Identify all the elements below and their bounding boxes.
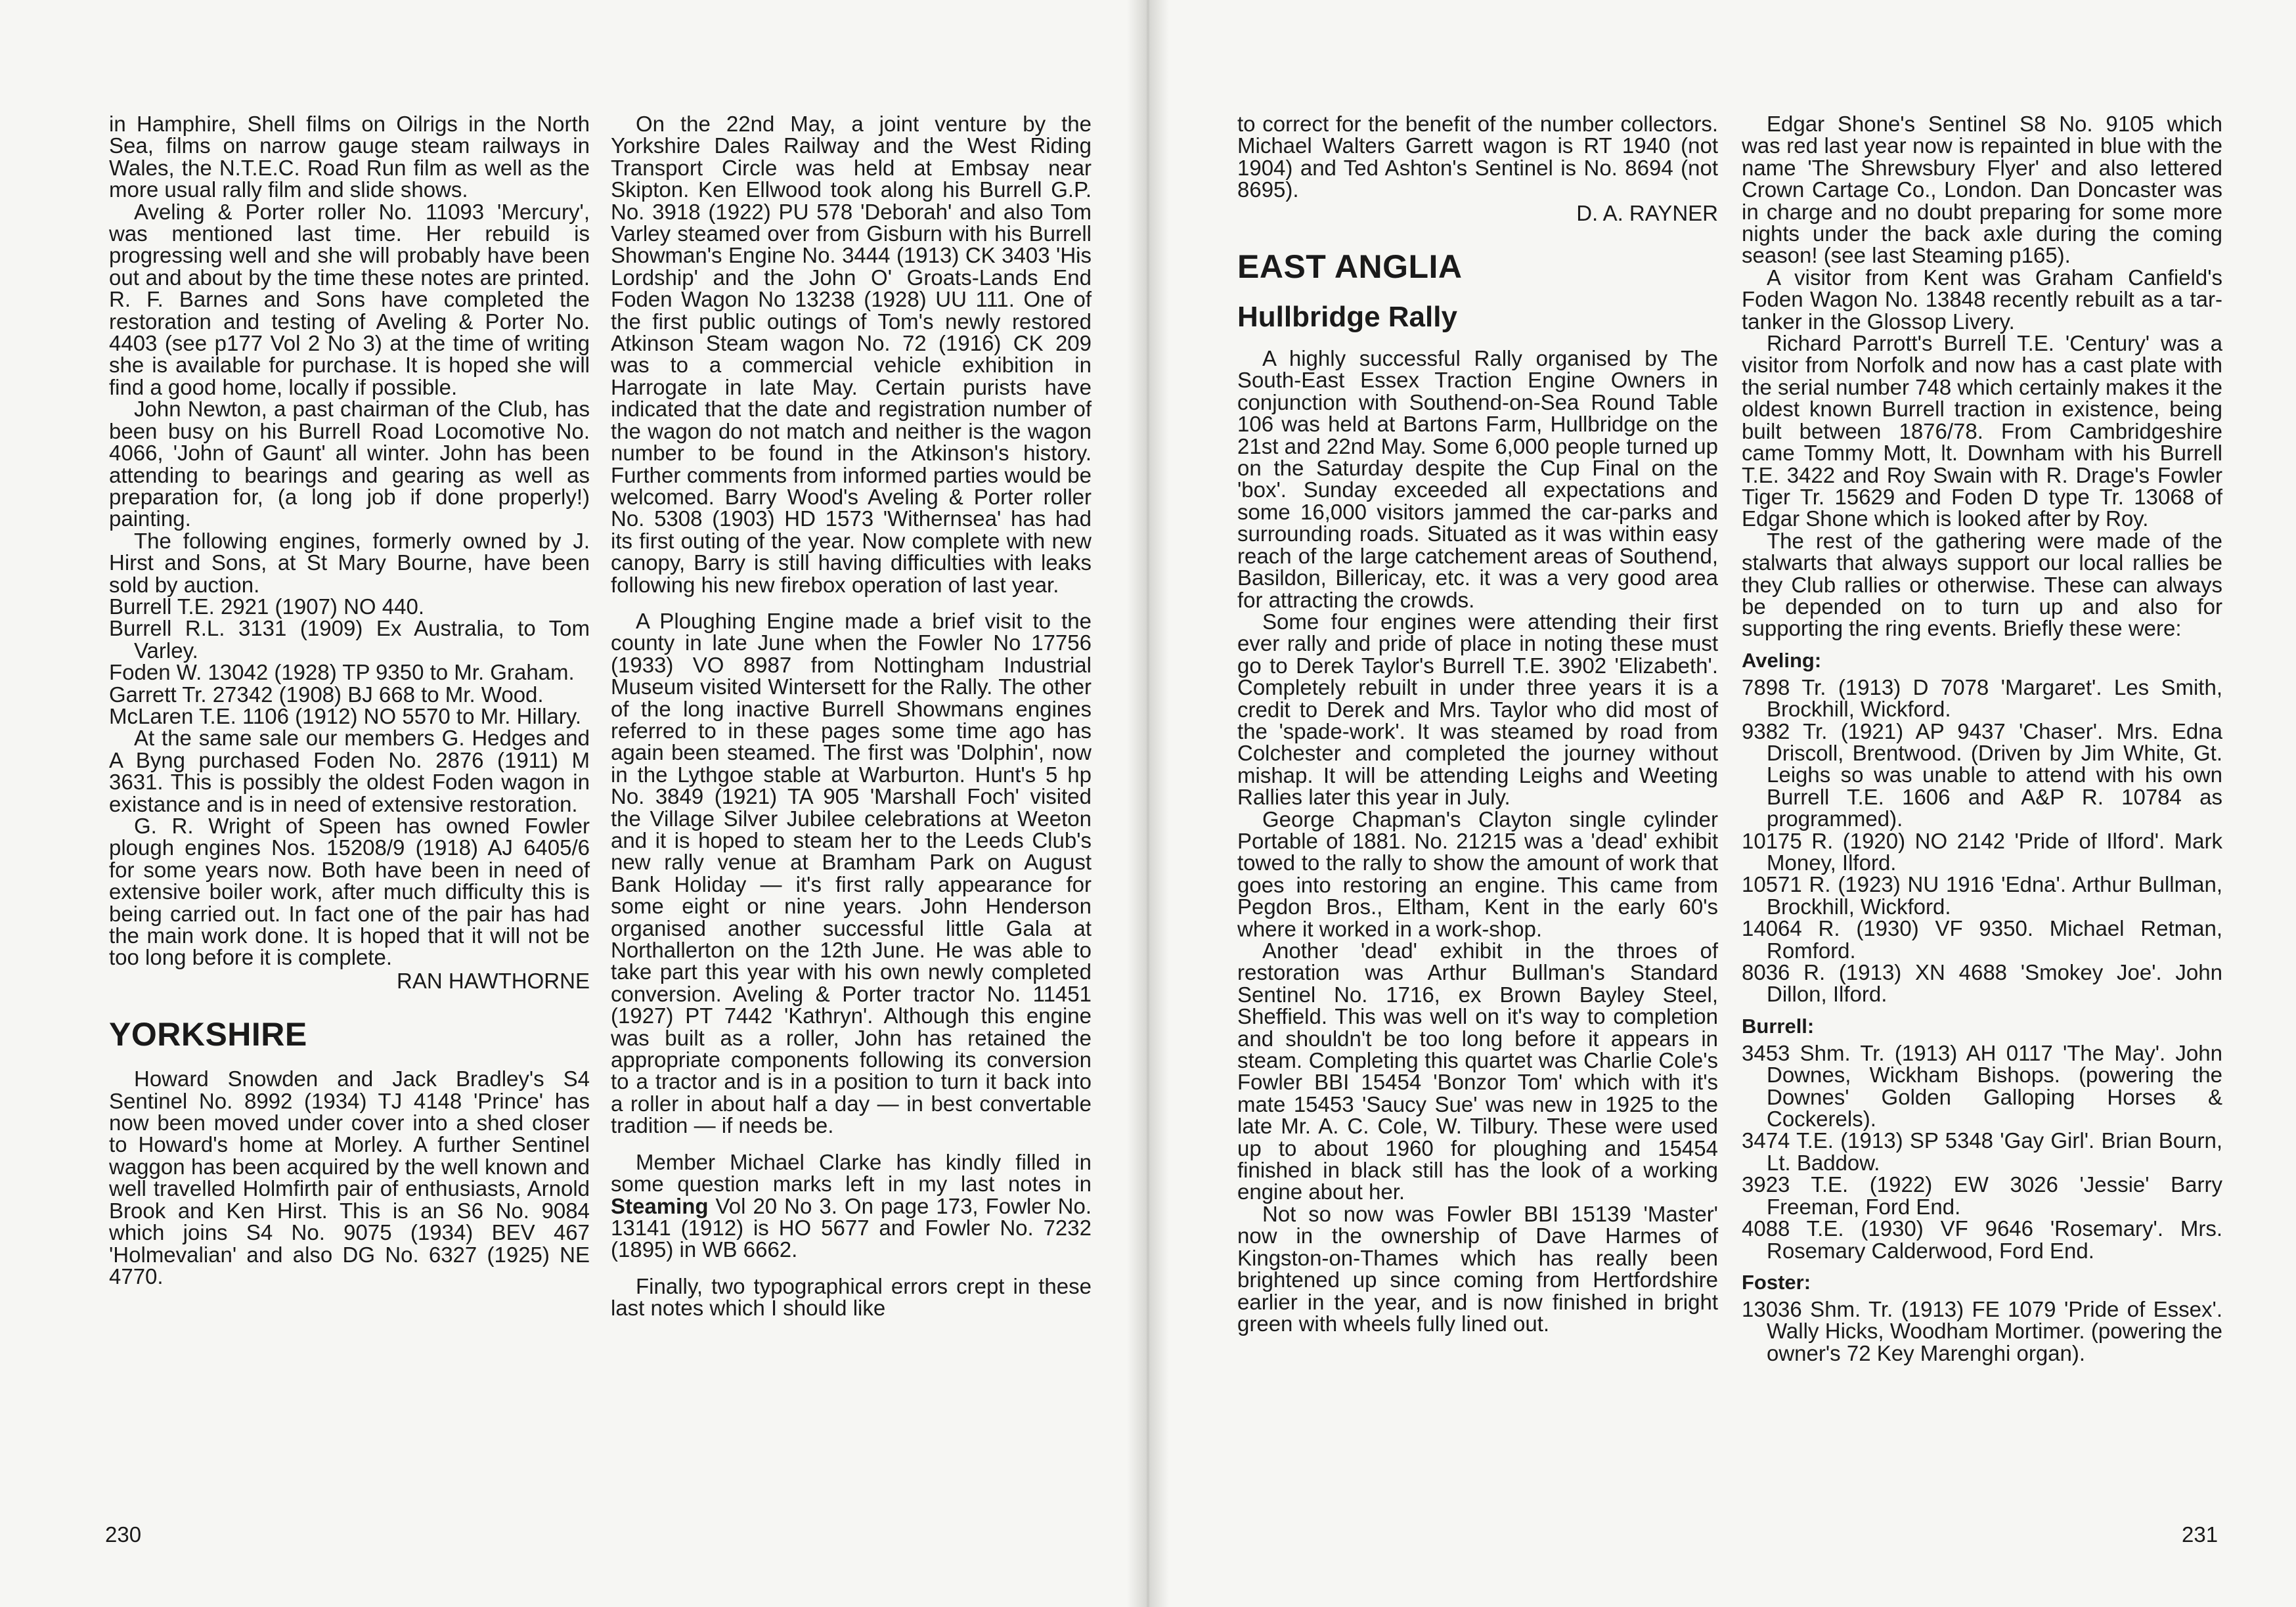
list-item: 13036 Shm. Tr. (1913) FE 1079 'Pride of Essex'. Wally Hicks, Woodham Mortimer. (powering the owner's 72 Key Marenghi organ). <box>1742 1296 2222 1365</box>
list-item: 8036 R. (1913) XN 4688 'Smokey Joe'. John Dillon, Ilford. <box>1742 960 2222 1007</box>
left-page-column-2 <box>611 113 1092 1319</box>
paragraph <box>611 1151 1092 1261</box>
paragraph-text: Member Michael Clarke has kindly filled in some question marks left in my last notes in <box>611 1149 1092 1197</box>
list-item: 3923 T.E. (1922) EW 3026 'Jessie' Barry Freeman, Ford End. <box>1742 1172 2222 1219</box>
paragraph: The following engines, formerly owned by J. Hirst and Sons, at St Mary Bourne, have been sold by auction. <box>109 528 590 597</box>
paragraph: A Ploughing Engine made a brief visit to the county in late June when the Fowler No 17756 (1933) VO 8987 from Nottingham Industrial Museum visited Wintersett for the Rally. The other of the long inactive Burrell Showmans engines referred to in these pages some time ago has again been steamed. The first was 'Dolphin', now in the Lythgoe stable at Warburton. Hunt's 5 hp No. 3849 (1921) TA 905 'Marshall Foch' visited the Village Silver Jubilee celebrations at Weeton and it is hoped to steam her to the Leeds Club's new rally venue at Bramham Park on August Bank Holiday — it's first rally appearance for some eight or nine years. John Henderson organised another successful little Gala at Northallerton on the 12th June. He was able to take part this year with his own newly completed conversion. Aveling & Porter tractor No. 11451 (1927) PT 7442 'Kathryn'. Although this engine was built as a roller, John has retained the appropriate components following its conversion to a tractor and is in a position to turn it back into a roller in about half a day — in best convertable tradition — if needs be. <box>611 608 1092 1138</box>
list-heading-aveling: Aveling: <box>1742 648 1822 672</box>
paragraph: The rest of the gathering were made of the stalwarts that always support our local rallies be they Club rallies or otherwise. These can always be depended on to turn up and also for supporting the ring events. Briefly these were: <box>1742 528 2222 641</box>
paragraph: Howard Snowden and Jack Bradley's S4 Sentinel No. 8992 (1934) TJ 4148 'Prince' has now been moved under cover into a shed closer to Howard's home at Morley. A further Sentinel waggon has been acquired by the well known and well travelled Holmfirth pair of enthusiasts, Arnold Brook and Ken Hirst. This is an S6 No. 9084 which joins S4 No. 9075 (1934) BEV 467 'Holmevalian' and also DG No. 6327 (1925) NE 4770. <box>109 1067 590 1288</box>
magazine-title: Steaming <box>611 1193 709 1218</box>
author-signature: D. A. RAYNER <box>1576 200 1718 225</box>
list-item: 3474 T.E. (1913) SP 5348 'Gay Girl'. Brian Bourn, Lt. Baddow. <box>1742 1128 2222 1175</box>
paragraph: G. R. Wright of Speen has owned Fowler plough engines Nos. 15208/9 (1918) AJ 6405/6 for some years now. Both have been in need of extensive boiler work, after much difficulty this is being carried out. In fact one of the pair has had the main work done. It is hoped that it will not be too long before it is complete. <box>109 814 590 970</box>
book-gutter <box>1127 0 1169 1607</box>
list-item: McLaren T.E. 1106 (1912) NO 5570 to Mr. Hillary. <box>109 703 581 728</box>
list-item: 4088 T.E. (1930) VF 9646 'Rosemary'. Mrs. Rosemary Calderwood, Ford End. <box>1742 1216 2222 1263</box>
paragraph: A visitor from Kent was Graham Canfield's Foden Wagon No. 13848 recently rebuilt as a tar-tanker in the Glossop Livery. <box>1742 265 2222 334</box>
paragraph: Another 'dead' exhibit in the throes of restoration was Arthur Bullman's Standard Sentinel No. 1716, ex Brown Bayley Steel, Sheffield. This was well on it's way to completion and shouldn't be too long before it appears in steam. Completing this quartet was Charlie Cole's Fowler BBI 15454 'Bonzor Tom' which with it's mate 15453 'Saucy Sue' was new in 1925 to the late Mr. A. C. Cole, W. Tilbury. These were used up to about 1960 for ploughing and 15454 finished in black still has the look of a working engine about her. <box>1237 938 1718 1204</box>
list-heading-burrell: Burrell: <box>1742 1014 1815 1038</box>
list-item: Garrett Tr. 27342 (1908) BJ 668 to Mr. Wood. <box>109 682 544 707</box>
right-page-column-1 <box>1237 113 1718 1334</box>
paragraph: to correct for the benefit of the number collectors. Michael Walters Garrett wagon is RT 1940 (not 1904) and Ted Ashton's Sentinel is No. 8694 (not 8695). <box>1237 112 1718 202</box>
list-item: Burrell T.E. 2921 (1907) NO 440. <box>109 594 424 619</box>
paragraph: George Chapman's Clayton single cylinder Portable of 1881. No. 21215 was a 'dead' exhibit towed to the rally to show the amount of work that goes into restoring an engine. This came from Pegdon Bros., Eltham, Kent in the early 60's where it worked in a work-shop. <box>1237 806 1718 941</box>
section-heading-east-anglia: EAST ANGLIA <box>1237 248 1463 286</box>
page-number-right: 231 <box>2182 1522 2219 1547</box>
paragraph: Some four engines were attending their first ever rally and pride of place in noting these must go to Derek Taylor's Burrell T.E. 3902 'Elizabeth'. Completely rebuilt in under three years it is a credit to Derek and Mrs. Taylor who did most of the 'spade-work'. It was steamed by road from Colchester and completed the journey without mishap. It will be attending Leighs and Weeting Rallies later this year in July. <box>1237 609 1718 810</box>
paragraph: A highly successful Rally organised by The South-East Essex Traction Engine Owners in conjunction with Southend-on-Sea Round Table 106 was held at Bartons Farm, Hullbridge on the 21st and 22nd May. Some 6,000 people turned up on the Saturday despite the Cup Final on the 'box'. Sunday exceeded all expectations and some 16,000 visitors jammed the car-parks and surrounding roads. Situated as it was within easy reach of the large catchement areas of Southend, Basildon, Billericay, etc. it was a very good area for attracting the crowds. <box>1237 346 1718 612</box>
paragraph: Richard Parrott's Burrell T.E. 'Century' was a visitor from Norfolk and now has a cast plate with the serial number 748 which certainly makes it the oldest known Burrell traction in existence, being built between 1876/78. From Cambridgeshire came Tommy Mott, lt. Downham with his Burrell T.E. 3422 and Roy Swain with R. Drage's Fowler Tiger Tr. 15629 and Foden D type Tr. 13068 of Edgar Shone which is looked after by Roy. <box>1742 331 2222 531</box>
right-page <box>1148 0 2296 1607</box>
subheading-hullbridge-rally: Hullbridge Rally <box>1237 301 1457 334</box>
list-item: 7898 Tr. (1913) D 7078 'Margaret'. Les Smith, Brockhill, Wickford. <box>1742 674 2222 722</box>
paragraph: John Newton, a past chairman of the Club, has been busy on his Burrell Road Locomotive No. 4066, 'John of Gaunt' all winter. John has been attending to bearings and gearing as well as preparation for, (a long job if done properly!) painting. <box>109 397 590 531</box>
list-item: 3453 Shm. Tr. (1913) AH 0117 'The May'. John Downes, Wickham Bishops. (powering the Downes' Golden Galloping Horses & Cockerels). <box>1742 1040 2222 1132</box>
left-page-column-1 <box>109 113 590 1287</box>
right-page-column-2 <box>1742 113 2222 1364</box>
paragraph: Not so now was Fowler BBI 15139 'Master' now in the ownership of Dave Harmes of Kingston-on-Thames which has really been brightened up since coming from Hertfordshire earlier in the year, and is now finished in bright green with wheels fully lined out. <box>1237 1201 1718 1336</box>
paragraph: Aveling & Porter roller No. 11093 'Mercury', was mentioned last time. Her rebuild is progressing well and she will probably have been out and about by the time these notes are printed. R. F. Barnes and Sons have completed the restoration and testing of Aveling & Porter No. 4403 (see p177 Vol 2 No 3) at the time of writing she is available for purchase. It is hoped she will find a good home, locally if possible. <box>109 199 590 399</box>
list-item: 10175 R. (1920) NO 2142 'Pride of Ilford'. Mark Money, Ilford. <box>1742 828 2222 875</box>
author-signature: RAN HAWTHORNE <box>397 968 590 993</box>
list-item: 14064 R. (1930) VF 9350. Michael Retman, Romford. <box>1742 916 2222 963</box>
paragraph: Finally, two typographical errors crept in these last notes which I should like <box>611 1273 1092 1321</box>
list-item: Foden W. 13042 (1928) TP 9350 to Mr. Graham. <box>109 660 575 685</box>
paragraph: On the 22nd May, a joint venture by the Yorkshire Dales Railway and the West Riding Transport Circle was held at Embsay near Skipton. Ken Ellwood took along his Burrell G.P. No. 3918 (1922) PU 578 'Deborah' and also Tom Varley steamed over from Gisburn with his Burrell Showman's Engine No. 3444 (1913) CK 3403 'His Lordship' and the John O' Groats-Lands End Foden Wagon No 13238 (1928) UU 111. One of the first public outings of Tom's newly restored Atkinson Steam wagon No. 72 (1916) CK 209 was to a commercial vehicle exhibition in Harrogate in late May. Certain purists have indicated that the date and registration number of the wagon do not match and neither is the wagon number to be found in the Atkinson's history. Further comments from informed parties would be welcomed. Barry Wood's Aveling & Porter roller No. 5308 (1903) HD 1573 'Withernsea' has had its first outing of the year. Now complete with new canopy, Barry is still having difficulties with leaks following his new firebox operation of last year. <box>611 112 1092 597</box>
paragraph: in Hamphire, Shell films on Oilrigs in the North Sea, films on narrow gauge steam railways in Wales, the N.T.E.C. Road Run film as well as the more usual rally film and slide shows. <box>109 112 590 202</box>
paragraph: At the same sale our members G. Hedges and A Byng purchased Foden No. 2876 (1911) M 3631. This is possibly the oldest Foden wagon in existance and is in need of extensive restoration. <box>109 726 590 816</box>
list-item: 10571 R. (1923) NU 1916 'Edna'. Arthur Bullman, Brockhill, Wickford. <box>1742 872 2222 919</box>
list-item: 9382 Tr. (1921) AP 9437 'Chaser'. Mrs. Edna Driscoll, Brentwood. (Driven by Jim White, Gt. Leighs so was unable to attend with his own Burrell T.E. 1606 and A&P R. 10784 as programmed). <box>1742 718 2222 831</box>
paragraph: Edgar Shone's Sentinel S8 No. 9105 which was red last year now is repainted in blue with the name 'The Shrewsbury Flyer' and also lettered Crown Cartage Co., London. Dan Doncaster was in charge and no doubt preparing for some more nights under the back axle during the coming season! (see last Steaming p165). <box>1742 112 2222 268</box>
page-number-left: 230 <box>105 1522 142 1547</box>
paragraph-text: Vol 20 No 3. On page 173, Fowler No. 13141 (1912) is HO 5677 and Fowler No. 7232 (1895) in WB 6662. <box>611 1193 1092 1262</box>
section-heading-yorkshire: YORKSHIRE <box>109 1016 307 1053</box>
list-item: Burrell R.L. 3131 (1909) Ex Australia, to Tom Varley. <box>109 616 590 663</box>
list-heading-foster: Foster: <box>1742 1270 1811 1294</box>
